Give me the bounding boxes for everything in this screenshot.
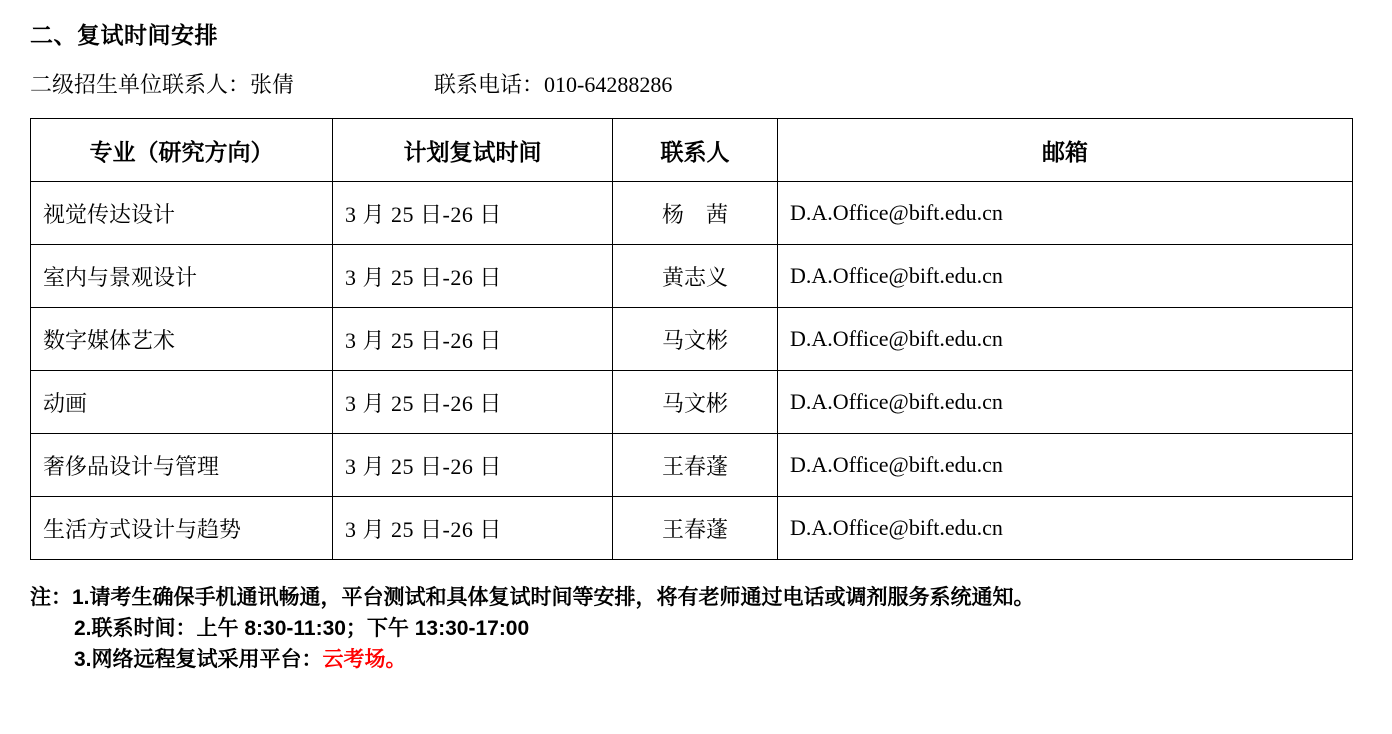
cell-person: 黄志义: [613, 245, 778, 308]
notes-prefix: 注：: [30, 586, 72, 609]
column-header-major: 专业（研究方向）: [31, 119, 333, 182]
table-row: [31, 434, 1353, 497]
cell-time: 3 月 25 日-26 日: [333, 434, 613, 497]
note-text-1: 1.请考生确保手机通讯畅通，平台测试和具体复试时间等安排，将有老师通过电话或调剂服务系统通知。: [72, 586, 1035, 609]
platform-name: 云考场。: [322, 648, 407, 671]
cell-time: 3 月 25 日-26 日: [333, 371, 613, 434]
cell-person: 马文彬: [613, 371, 778, 434]
cell-major: 室内与景观设计: [31, 245, 333, 308]
column-header-person: 联系人: [613, 119, 778, 182]
cell-email: D.A.Office@bift.edu.cn: [778, 371, 1353, 434]
cell-major: 视觉传达设计: [31, 182, 333, 245]
contact-phone: 联系电话：010-64288286: [434, 72, 673, 97]
table-row: [31, 371, 1353, 434]
cell-major: 动画: [31, 371, 333, 434]
cell-email: D.A.Office@bift.edu.cn: [778, 182, 1353, 245]
cell-time: 3 月 25 日-26 日: [333, 245, 613, 308]
cell-time: 3 月 25 日-26 日: [333, 182, 613, 245]
cell-major: 数字媒体艺术: [31, 308, 333, 371]
column-header-time: 计划复试时间: [333, 119, 613, 182]
note-text-2: 2.联系时间：上午 8:30-11:30；下午 13:30-17:00: [74, 617, 530, 640]
cell-person: 马文彬: [613, 308, 778, 371]
note-item-2: [30, 613, 1362, 644]
table-row: [31, 308, 1353, 371]
cell-email: D.A.Office@bift.edu.cn: [778, 434, 1353, 497]
cell-email: D.A.Office@bift.edu.cn: [778, 497, 1353, 560]
table-header-row: [31, 119, 1353, 182]
cell-time: 3 月 25 日-26 日: [333, 497, 613, 560]
note-text-3: 3.网络远程复试采用平台：: [74, 648, 323, 671]
cell-email: D.A.Office@bift.edu.cn: [778, 308, 1353, 371]
contact-person: 二级招生单位联系人：张倩: [30, 72, 295, 97]
table-row: [31, 497, 1353, 560]
table-row: [31, 182, 1353, 245]
note-item-1: [30, 582, 1362, 613]
cell-email: D.A.Office@bift.edu.cn: [778, 245, 1353, 308]
column-header-email: 邮箱: [778, 119, 1353, 182]
cell-person: 王春蓬: [613, 497, 778, 560]
cell-time: 3 月 25 日-26 日: [333, 308, 613, 371]
schedule-table: [30, 118, 1353, 560]
contact-line: [30, 70, 1362, 100]
table-row: [31, 245, 1353, 308]
cell-major: 奢侈品设计与管理: [31, 434, 333, 497]
notes-block: [30, 582, 1362, 675]
page-title: 二、复试时间安排: [30, 22, 218, 48]
cell-person: 王春蓬: [613, 434, 778, 497]
note-item-3: [30, 644, 1362, 675]
cell-major: 生活方式设计与趋势: [31, 497, 333, 560]
cell-person: 杨 茜: [613, 182, 778, 245]
